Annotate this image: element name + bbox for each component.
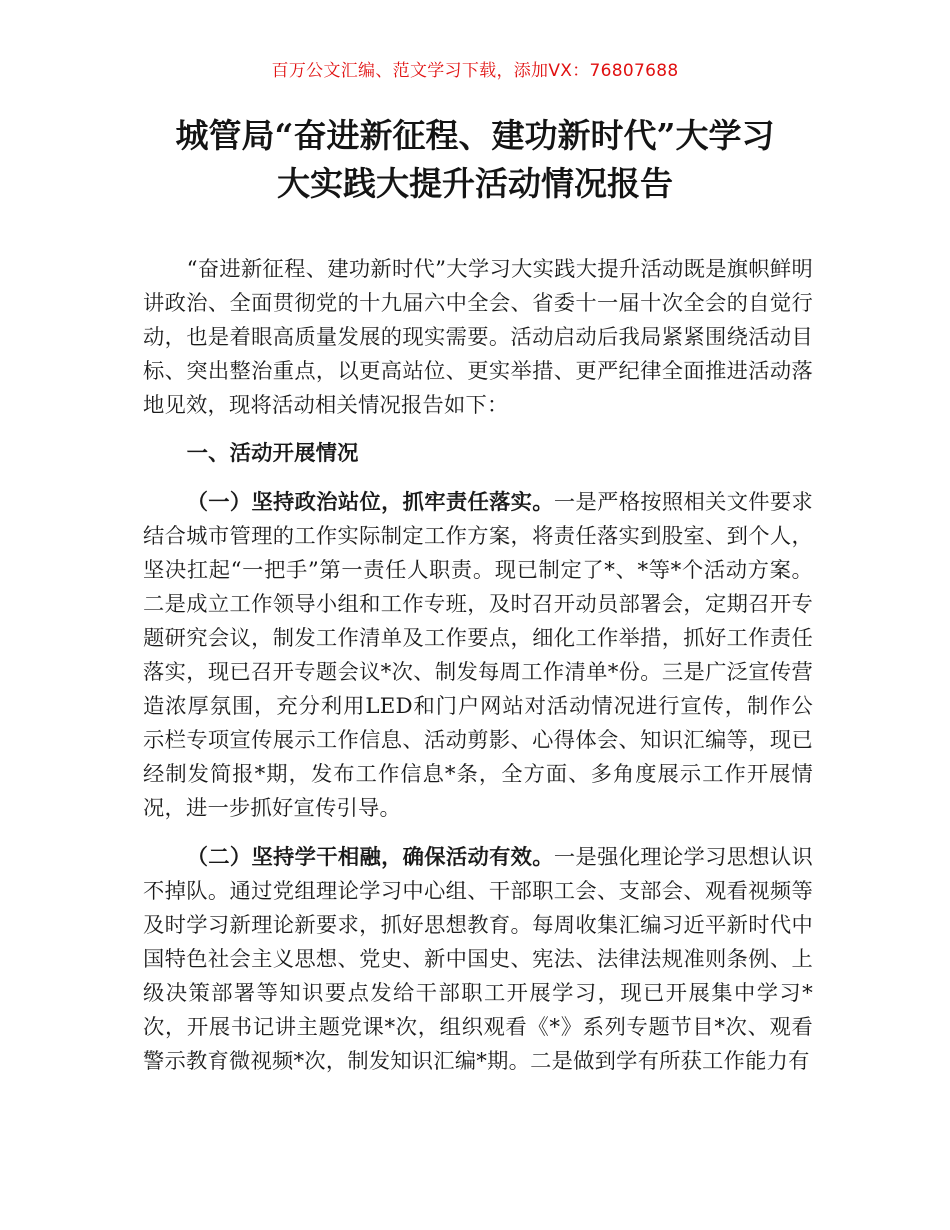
paragraph-2-body: 一是强化理论学习思想认识不掉队。通过党组理论学习中心组、干部职工会、支部会、观看视频等及时学习新理论新要求，抓好思想教育。每周收集汇编习近平新时代中国特色社会主义思想、党史、新中国史、宪法、法律法规准则条例、上级决策部署等知识要点发给干部职工开展学习，现已开展集中学习*次，开展书记讲主题党课*次，组织观看《*》系列专题节目*次、观看警示教育微视频*次，制发知识汇编*期。二是做到学有所获工作能力有 (143, 844, 814, 1075)
document-title (0, 112, 950, 208)
section-heading-1: 一、活动开展情况 (186, 441, 359, 467)
paragraph-1-heading: （一）坚持政治站位，抓牢责任落实。 (186, 489, 554, 515)
header-ad-text: 百万公文汇编、范文学习下载，添加VX：76807688 (271, 61, 679, 81)
paragraph-1 (143, 486, 813, 827)
paragraph-2 (143, 841, 813, 1080)
title-line-1: 城管局“奋进新征程、建功新时代”大学习 (175, 116, 775, 155)
paragraph-2-heading: （二）坚持学干相融，确保活动有效。 (186, 844, 554, 870)
document-body (143, 253, 813, 1079)
title-line-2: 大实践大提升活动情况报告 (277, 164, 673, 203)
intro-paragraph: “奋进新征程、建功新时代”大学习大实践大提升活动既是旗帜鲜明讲政治、全面贯彻党的十九届六中全会、省委十一届十次全会的自觉行动，也是着眼高质量发展的现实需要。活动启动后我局紧紧围绕活动目标、突出整治重点，以更高站位、更实举措、更严纪律全面推进活动落地见效，现将活动相关情况报告如下： (143, 257, 813, 419)
paragraph-1-body: 一是严格按照相关文件要求结合城市管理的工作实际制定工作方案，将责任落实到股室、到个人，坚决扛起“一把手”第一责任人职责。现已制定了*、*等*个活动方案。二是成立工作领导小组和工作专班，及时召开动员部署会，定期召开专题研究会议，制发工作清单及工作要点，细化工作举措，抓好工作责任落实，现已召开专题会议*次、制发每周工作清单*份。三是广泛宣传营造浓厚氛围，充分利用LED和门户网站对活动情况进行宣传，制作公示栏专项宣传展示工作信息、活动剪影、心得体会、知识汇编等，现已经制发简报*期，发布工作信息*条，全方面、多角度展示工作开展情况，进一步抓好宣传引导。 (143, 489, 814, 822)
